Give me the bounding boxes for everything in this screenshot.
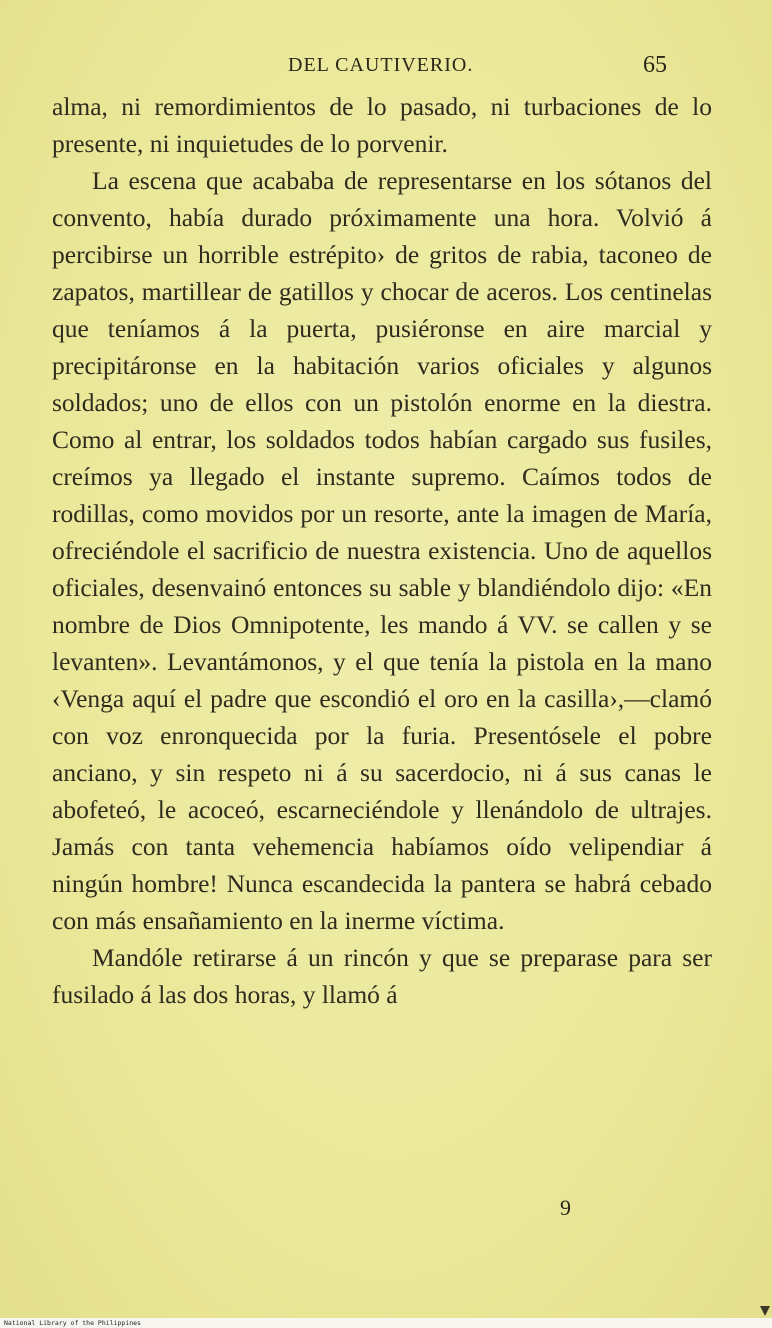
signature-mark: 9 (560, 1195, 571, 1220)
running-title: DEL CAUTIVERIO. (288, 54, 474, 76)
corner-arrow-icon (760, 1306, 770, 1316)
paragraph-main: La escena que acababa de representarse en los sótanos del convento, había durado próximamente una hora. Volvió á percibirse un horrible estrépito› de gritos de rabia, taconeo de zapatos, martillear de gatillos y chocar de aceros. Los centinelas que teníamos á la puerta, pusiéronse en aire marcial y precipitáronse en la habitación varios oficiales y algunos soldados; uno de ellos con un pistolón enorme en la diestra. Como al entrar, los soldados todos habían cargado sus fusiles, creímos ya llegado el instante supremo. Caímos todos de rodillas, como movidos por un resorte, ante la imagen de María, ofreciéndole el sacrificio de nuestra existencia. Uno de aquellos oficiales, desenvainó entonces su sable y blandiéndolo dijo: «En nombre de Dios Omnipotente, les mando á VV. se callen y se levanten». Levantámonos, y el que tenía la pistola en la mano ‹Venga aquí el padre que escondió el oro en la casilla›,—clamó con voz enronquecida por la furia. Presentósele el pobre anciano, y sin respeto ni á su sacerdocio, ni á sus canas le abofeteó, le acoceó, escarneciéndole y llenándolo de ultrajes. Jamás con tanta vehemencia habíamos oído velipendiar á ningún hombre! Nunca escandecida la pantera se habrá cebado con más ensañamiento en la inerme víctima. (52, 166, 712, 935)
paragraph-continuation: alma, ni remordimientos de lo pasado, ni turbaciones de lo presente, ni inquietudes de lo porvenir. (52, 92, 712, 158)
body-text (52, 88, 712, 1013)
paragraph-final: Mandóle retirarse á un rincón y que se preparase para ser fusilado á las dos horas, y llamó á (52, 943, 712, 1009)
library-credit: National Library of the Philippines (4, 1319, 141, 1327)
page-header (0, 52, 772, 82)
page-number: 65 (643, 52, 667, 78)
